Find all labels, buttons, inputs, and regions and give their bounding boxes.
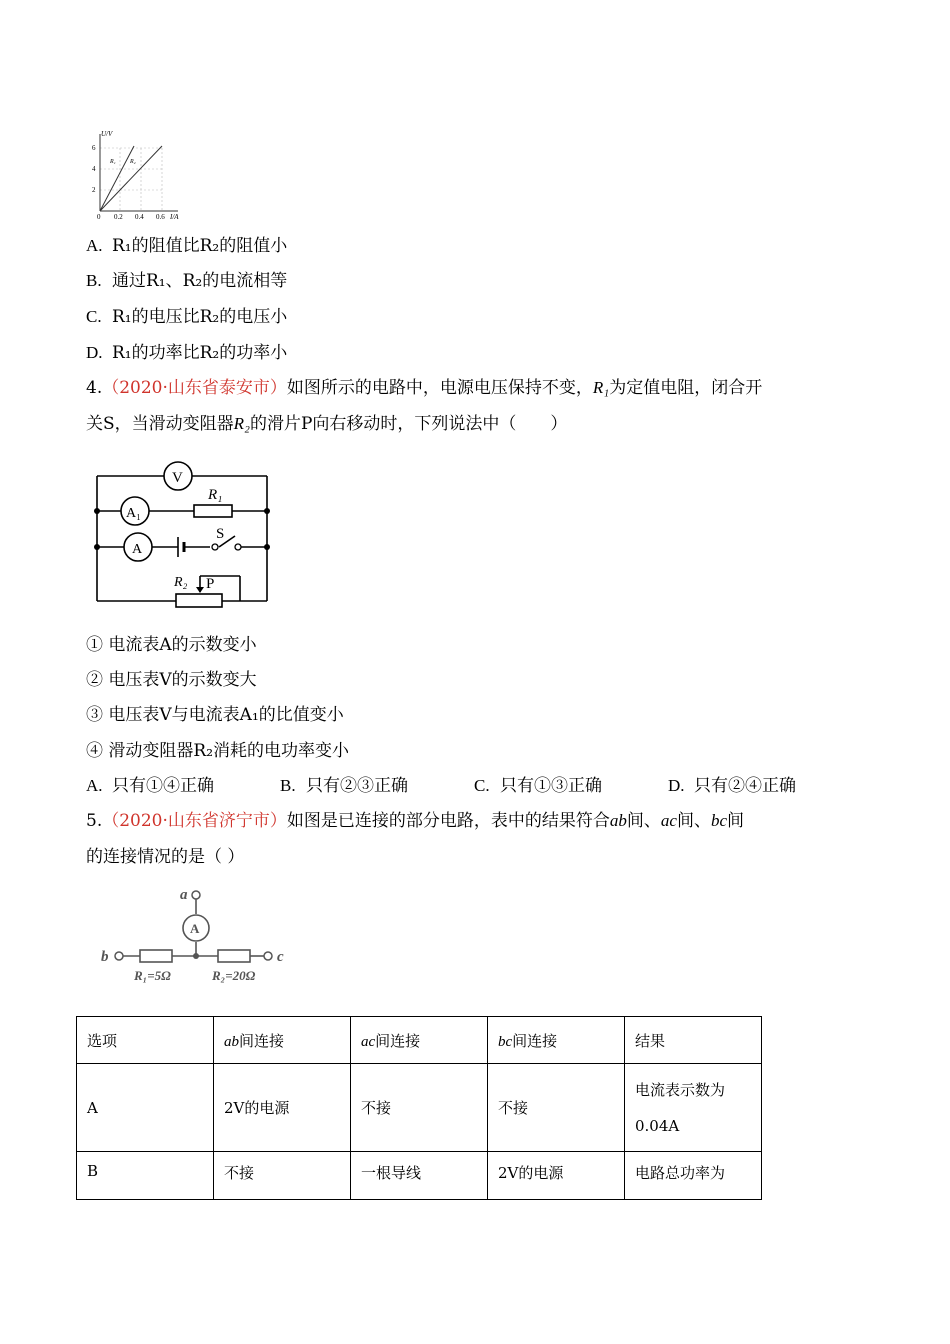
table-header-cell: 结果	[625, 1017, 762, 1064]
table-row	[77, 1064, 762, 1152]
circuit-label-switch: S	[216, 526, 225, 542]
table-cell: 一根导线	[351, 1152, 488, 1200]
table-cell: B	[77, 1152, 214, 1200]
table-cell: 2V的电源	[488, 1152, 625, 1200]
label-r1: R₁=5Ω	[134, 968, 171, 983]
q3-option-c: C. R₁的电压比R₂的电压小	[86, 307, 288, 327]
circuit-label-r2: R₂	[174, 575, 188, 590]
graph-xtick: 0.6	[156, 213, 165, 220]
graph-line-r1	[100, 146, 134, 211]
table-header-cell: ab间连接	[214, 1017, 351, 1064]
graph-xtick: 0.2	[114, 213, 123, 220]
svg-text:A: A	[132, 542, 143, 557]
graph-xtick: 0.4	[135, 213, 144, 220]
graph-ytick: 6	[92, 144, 96, 152]
q4-stem-line2: 关S，当滑动变阻器R₂的滑片P向右移动时，下列说法中（ ）	[86, 414, 568, 434]
graph-line2-label: R₂	[130, 159, 136, 165]
q3-option-d: D. R₁的功率比R₂的功率小	[86, 343, 288, 363]
q4-number: 4.	[86, 378, 103, 398]
table-row	[77, 1152, 762, 1200]
svg-text:A₁: A₁	[126, 506, 141, 521]
q4-statement-1: ① 电流表A的示数变小	[86, 635, 257, 655]
graph-ylabel: U/V	[101, 130, 113, 138]
q5-table	[76, 1016, 762, 1200]
table-cell: 2V的电源	[214, 1064, 351, 1152]
q3-option-a: A. R₁的阻值比R₂的阻值小	[86, 236, 288, 256]
table-cell: 电流表示数为 0.04A	[625, 1064, 762, 1152]
q5-circuit-diagram	[96, 882, 296, 988]
q4-statement-2: ② 电压表V的示数变大	[86, 670, 257, 690]
terminal-a: a	[180, 887, 188, 903]
q4-option-a: A. 只有①④正确	[86, 776, 214, 796]
table-cell: 不接	[214, 1152, 351, 1200]
graph-ytick: 2	[92, 186, 96, 194]
graph-line1-label: R₁	[110, 159, 116, 165]
q4-option-b: B. 只有②③正确	[280, 776, 408, 796]
table-header-cell: bc间连接	[488, 1017, 625, 1064]
table-header-cell: 选项	[77, 1017, 214, 1064]
q5-number: 5.	[86, 811, 103, 831]
q4-circuit-diagram	[90, 456, 280, 608]
q4-statement-3: ③ 电压表V与电流表A₁的比值变小	[86, 705, 344, 725]
q4-option-d: D. 只有②④正确	[668, 776, 796, 796]
graph-xlabel: I/A	[170, 213, 179, 220]
q4-statement-4: ④ 滑动变阻器R₂消耗的电功率变小	[86, 741, 350, 761]
table-header-cell: ac间连接	[351, 1017, 488, 1064]
q4-source: （2020·山东省泰安市）	[102, 378, 287, 398]
q3-option-b: B. 通过R₁、R₂的电流相等	[86, 271, 288, 291]
svg-text:V: V	[172, 470, 183, 486]
svg-text:A: A	[190, 921, 200, 936]
table-cell: 电路总功率为	[625, 1152, 762, 1200]
table-cell: 不接	[488, 1064, 625, 1152]
terminal-c: c	[277, 949, 284, 965]
q5-source: （2020·山东省济宁市）	[102, 811, 287, 831]
table-cell: 不接	[351, 1064, 488, 1152]
q5-stem-line1: 5.（2020·山东省济宁市）如图是已连接的部分电路，表中的结果符合ab间、ac间、bc间	[86, 811, 744, 831]
circuit-label-p: P	[206, 576, 215, 592]
table-header-row	[77, 1017, 762, 1064]
graph-xtick: 0	[97, 213, 101, 220]
graph-ytick: 4	[92, 165, 96, 173]
u-i-graph	[88, 128, 188, 220]
q4-option-c: C. 只有①③正确	[474, 776, 602, 796]
q4-stem-line1: 4.（2020·山东省泰安市）如图所示的电路中，电源电压保持不变，R₁为定值电阻，闭合开	[86, 378, 763, 398]
label-r2: R₂=20Ω	[212, 968, 256, 983]
terminal-b: b	[101, 949, 109, 965]
circuit-label-r1: R₁	[208, 487, 223, 503]
q5-stem-line2: 的连接情况的是（ ）	[86, 847, 245, 867]
table-cell: A	[77, 1064, 214, 1152]
graph-line-r2	[100, 146, 162, 211]
